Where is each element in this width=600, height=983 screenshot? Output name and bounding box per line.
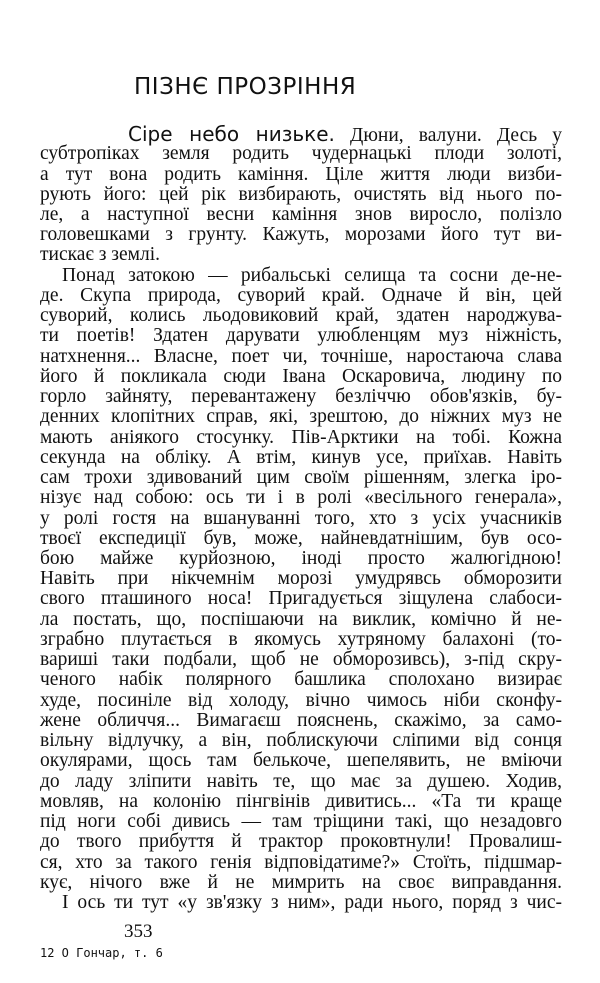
- text-line: Понад затокою — рибальські селища та сосни де-не-: [62, 264, 562, 286]
- text-line: ченого набік полярного башлика сполохано визирає: [40, 669, 562, 691]
- text-line: де. Скупа природа, суворий край. Одначе й він, цей: [40, 284, 562, 306]
- text-line: до ладу зліпити навіть те, що має за душею. Ходив,: [40, 770, 562, 792]
- text-line: його й покликала сюди Івана Оскаровича, людину по: [40, 365, 562, 387]
- chapter-title: ПІЗНЄ ПРОЗРІННЯ: [134, 74, 357, 100]
- text-line: рують його: цей рік визбирають, очистять від нього по-: [40, 183, 562, 205]
- text-line: І ось ти тут «у зв'язку з ним», ради нього, поряд з чис-: [62, 892, 562, 913]
- text-line: натхнення... Власне, поет чи, точніше, наростаюча слава: [40, 345, 562, 367]
- text-line: вільну відлучку, а він, поблискуючи сліпими від сонця: [40, 730, 562, 752]
- text-line: головешками з грунту. Кажуть, морозами його тут ви-: [40, 224, 562, 246]
- text-line: Навіть при нікчемнім морозі умудрявсь обморозити: [40, 568, 562, 590]
- text-line: твоєї експедиції був, може, найневдатнішим, був осо-: [40, 527, 562, 549]
- text-line: мають аніякого стосунку. Пів-Арктики на тобі. Кожна: [40, 426, 562, 448]
- text-line: сам трохи здивований цим своїм рішенням, злегка іро-: [40, 467, 562, 488]
- text-line: мовляв, на колонію пінгвінів дивитись... «Та ти краще: [40, 790, 562, 812]
- text-line: ла постать, що, поспішаючи на виклик, комічно й не-: [40, 608, 562, 630]
- text-line: горло зайняту, перевантажену безліччю обов'язків, бу-: [40, 386, 562, 408]
- text-line: а тут вона родить каміння. Ціле життя люди визби-: [40, 163, 562, 185]
- text-line: бою майже курйозною, іноді просто жалюгідною!: [40, 548, 562, 569]
- text-line: ся, хто за такого генія відповідатиме?» Стоїть, підшмар-: [40, 851, 562, 873]
- text-line: жене обличчя... Вимагаєш пояснень, скажімо, за само-: [40, 709, 562, 731]
- text-line: зграбно плутається в якомусь хутряному балахоні (то-: [40, 628, 562, 650]
- text-line: під ноги собі дивись — там тріщини такі, що незадовго: [40, 811, 562, 833]
- page-number: 353: [124, 921, 153, 942]
- text-line: секунда на обліку. А втім, кинув усе, приїхав. Навіть: [40, 446, 562, 468]
- text-line: у ролі гостя на вшануванні того, хто з усіх учасників: [40, 507, 562, 529]
- text-line: ле, а наступної весни каміння знов виросло, полізло: [40, 203, 562, 225]
- text-line: вариші таки подбали, щоб не обморозивсь), з-під скру-: [40, 649, 562, 671]
- text-line: денних клопітних справ, які, зрештою, до ніжних муз не: [40, 406, 562, 428]
- text-line: ти поетів! Здатен дарувати улюбленцям муз ніжність,: [40, 325, 562, 347]
- footer-signature: 12 О Гончар, т. 6: [40, 946, 163, 960]
- text-line: Сіре небо низьке. Дюни, валуни. Десь у: [128, 122, 562, 146]
- text-line: худе, посиніле від холоду, вічно чимось ніби сконфу-: [40, 689, 562, 711]
- text-line: до твого прибуття й трактор проковтнули! Провалиш-: [40, 831, 562, 853]
- text-line: окулярами, щось там белькоче, шепелявить, не вміючи: [40, 750, 562, 772]
- text-line: нізує над собою: ось ти і в ролі «весільного генерала»,: [40, 487, 562, 509]
- lead-phrase: Сіре небо низьке.: [128, 122, 335, 146]
- text-line: суворий, колись льодовиковий край, здатен народжува-: [40, 305, 562, 327]
- text-line: кує, нічого вже й не мимрить на своє виправдання.: [40, 871, 562, 893]
- text-line: тискає з землі.: [40, 244, 160, 266]
- text-line: субтропіках земля родить чудернацькі плоди золоті,: [40, 143, 562, 165]
- text-line: свого пташиного носа! Пригадується зіщулена слабоси-: [40, 588, 562, 610]
